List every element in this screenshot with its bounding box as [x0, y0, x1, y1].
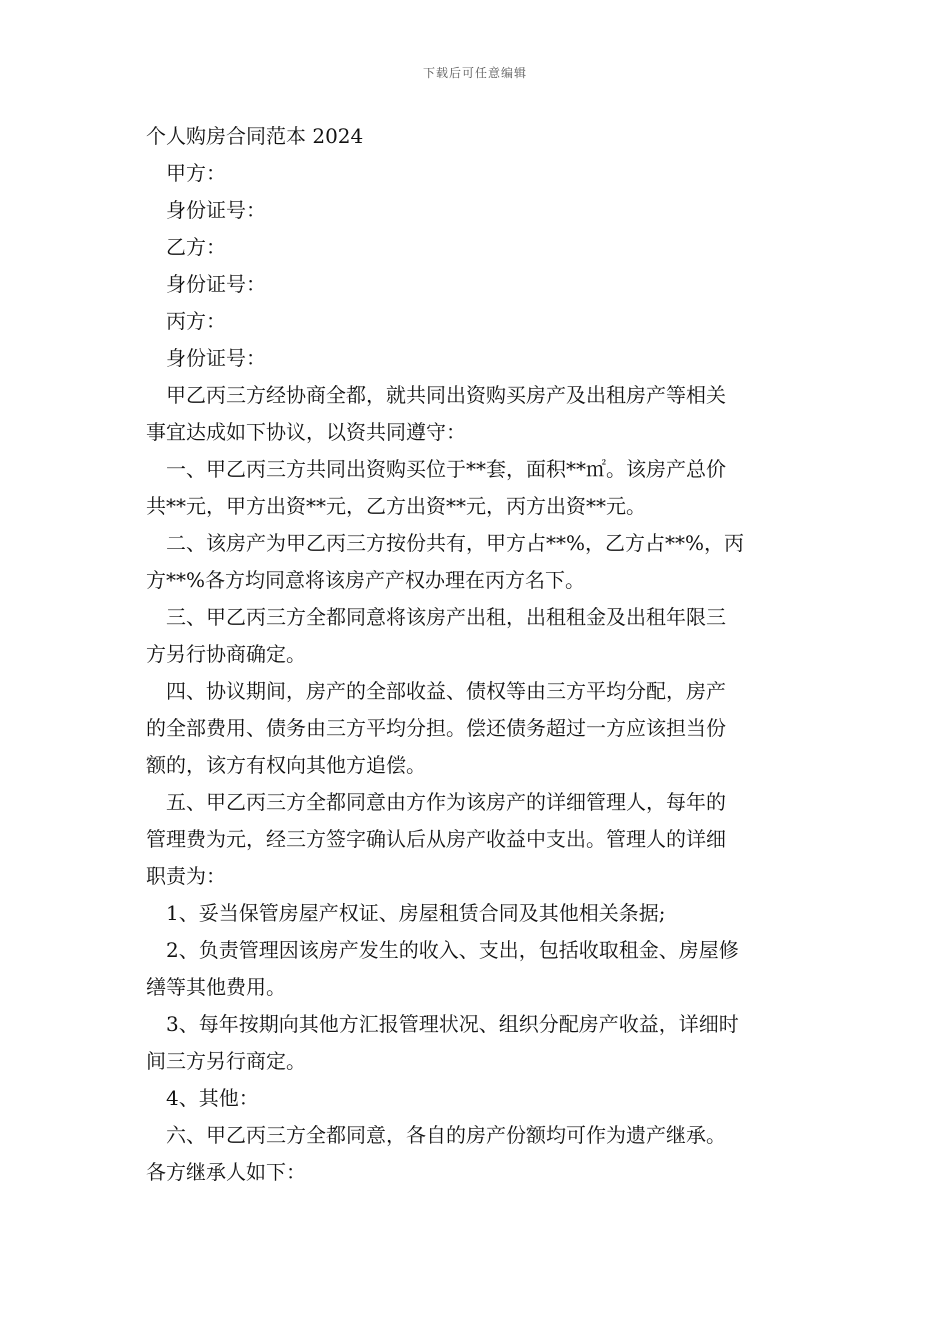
body-line: 方另行协商确定。 — [146, 642, 306, 666]
body-line: 三、甲乙丙三方全都同意将该房产出租，出租租金及出租年限三 — [166, 605, 726, 629]
body-line: 共**元，甲方出资**元，乙方出资**元，丙方出资**元。 — [146, 494, 646, 518]
body-line: 2、负责管理因该房产发生的收入、支出，包括收取租金、房屋修 — [166, 938, 739, 962]
body-line: 间三方另行商定。 — [146, 1049, 306, 1073]
body-line: 一、甲乙丙三方共同出资购买位于**套，面积**㎡。该房产总价 — [166, 457, 726, 481]
body-line: 五、甲乙丙三方全都同意由方作为该房产的详细管理人，每年的 — [166, 790, 726, 814]
body-line: 的全部费用、债务由三方平均分担。偿还债务超过一方应该担当份 — [146, 716, 726, 740]
body-line: 身份证号： — [166, 198, 266, 222]
body-line: 身份证号： — [166, 272, 266, 296]
body-line: 甲方： — [166, 161, 226, 185]
body-line: 3、每年按期向其他方汇报管理状况、组织分配房产收益，详细时 — [166, 1012, 739, 1036]
body-line: 丙方： — [166, 309, 226, 333]
body-line: 1、妥当保管房屋产权证、房屋租赁合同及其他相关条据; — [166, 901, 666, 925]
header-note: 下载后可任意编辑 — [422, 66, 527, 80]
body-line: 乙方： — [166, 235, 226, 259]
body-line: 六、甲乙丙三方全都同意，各自的房产份额均可作为遗产继承。 — [166, 1123, 726, 1147]
body-line: 管理费为元，经三方签字确认后从房产收益中支出。管理人的详细 — [146, 827, 726, 851]
body-line: 4、其他： — [166, 1086, 259, 1110]
body-line: 缮等其他费用。 — [146, 975, 286, 999]
document-title: 个人购房合同范本 2024 — [146, 124, 364, 148]
body-line: 各方继承人如下： — [146, 1160, 306, 1184]
body-line: 事宜达成如下协议，以资共同遵守： — [146, 420, 466, 444]
body-line: 身份证号： — [166, 346, 266, 370]
body-line: 职责为： — [146, 864, 226, 888]
body-line: 二、该房产为甲乙丙三方按份共有，甲方占**%，乙方占**%，丙 — [166, 531, 745, 555]
body-line: 额的，该方有权向其他方追偿。 — [146, 753, 426, 777]
body-line: 四、协议期间，房产的全部收益、债权等由三方平均分配，房产 — [166, 679, 726, 703]
document-body — [146, 118, 810, 1191]
body-line: 方**%各方均同意将该房产产权办理在丙方名下。 — [146, 568, 586, 592]
body-line: 甲乙丙三方经协商全都，就共同出资购买房产及出租房产等相关 — [166, 383, 726, 407]
